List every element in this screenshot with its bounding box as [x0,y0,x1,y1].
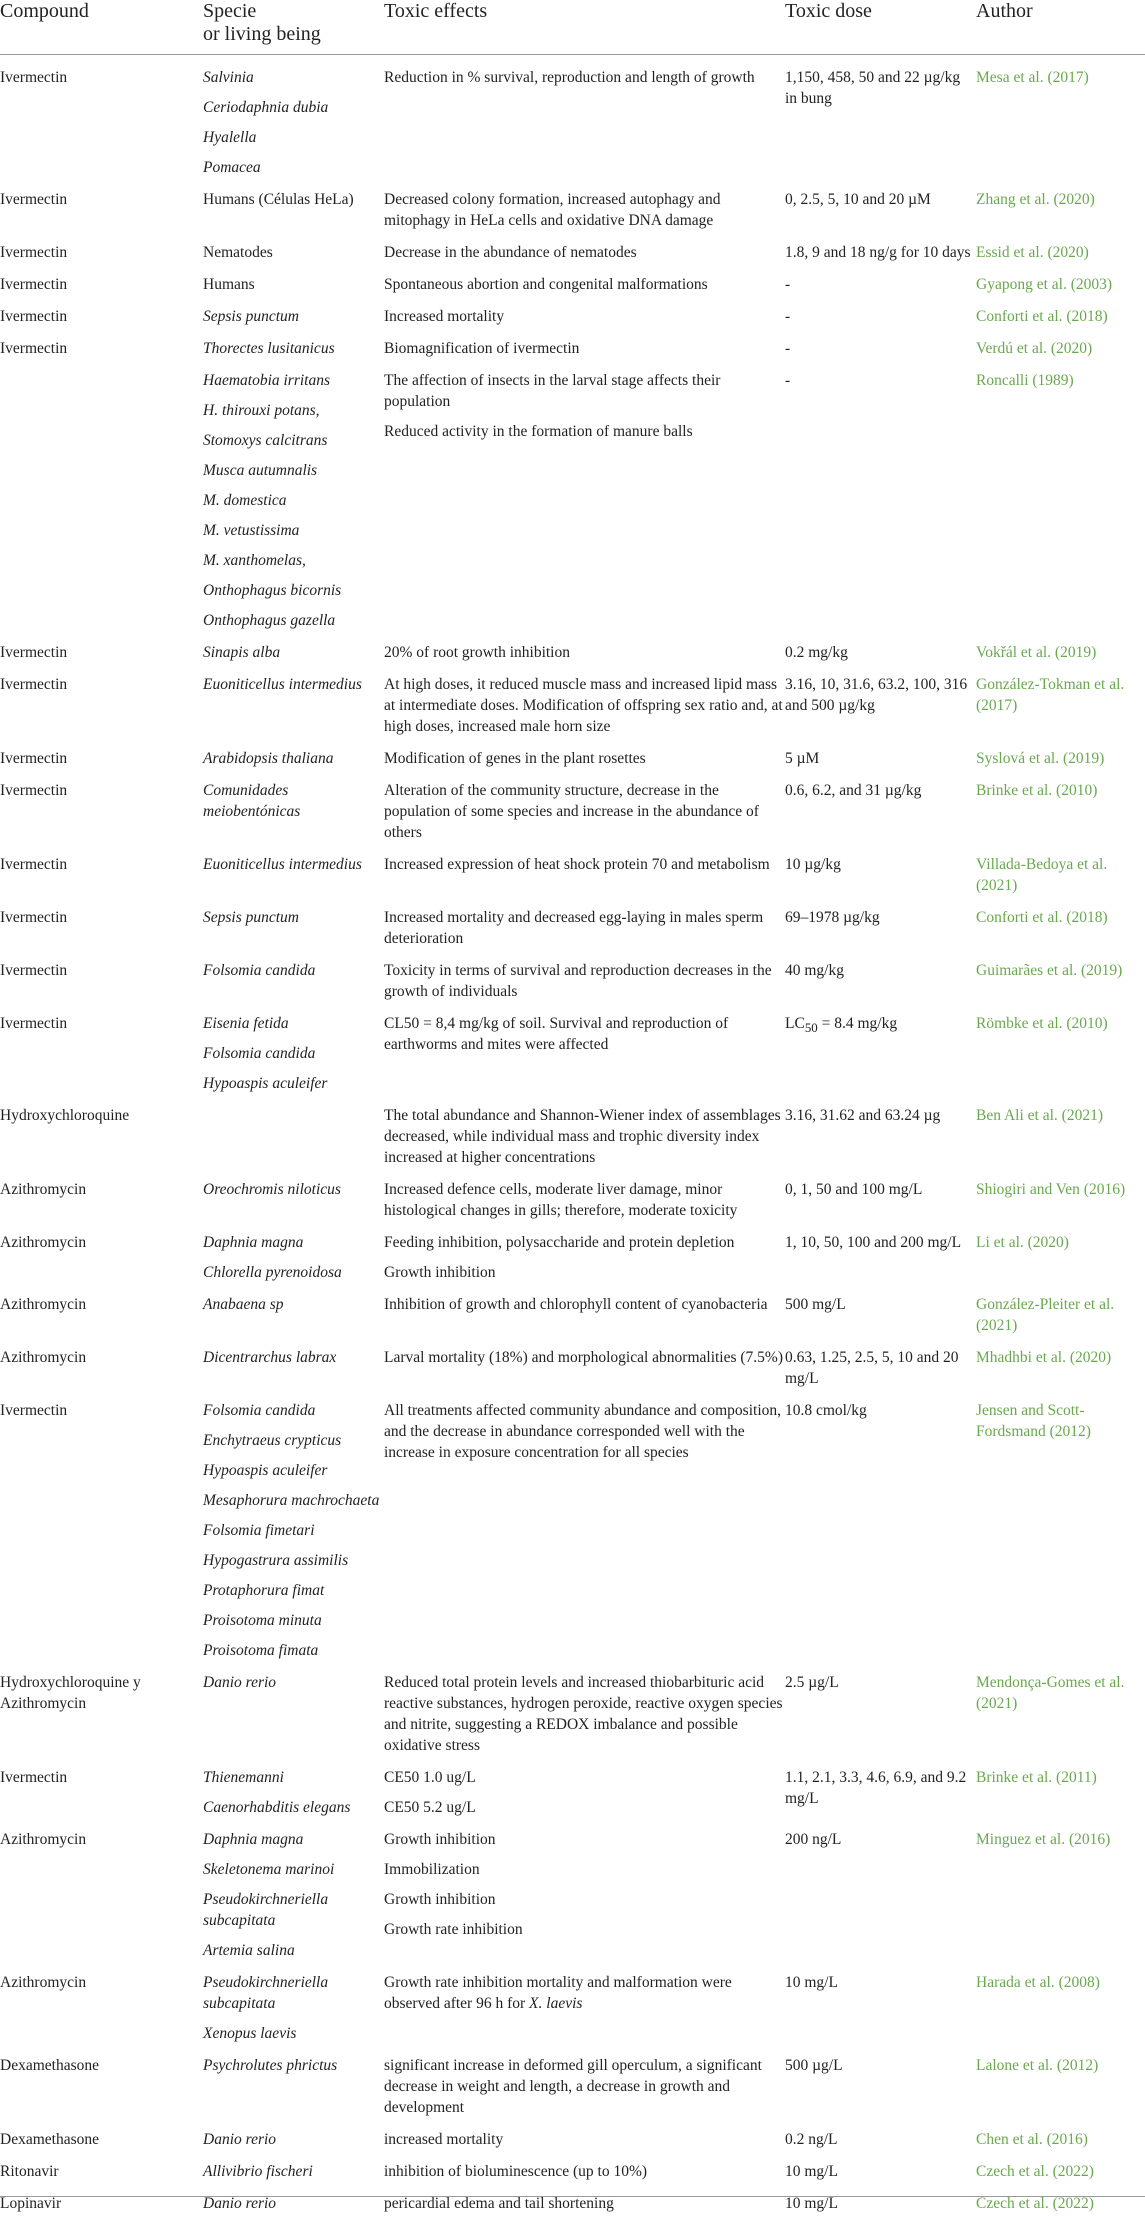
compound-cell: Ivermectin [0,331,203,363]
species-name: Humans (Células HeLa) [203,189,384,210]
author-link[interactable]: Vokřál et al. (2019) [976,635,1145,667]
header-compound: Compound [0,0,203,55]
species-cell [203,1225,384,1287]
compound-cell: Ivermectin [0,1393,203,1665]
effect-text: Immobilization [384,1859,785,1880]
dose-cell: 10 mg/L [785,2154,976,2186]
author-link[interactable]: Mhadhbi et al. (2020) [976,1340,1145,1393]
species-name: Chlorella pyrenoidosa [203,1262,384,1283]
dose-cell: 0, 1, 50 and 100 mg/L [785,1172,976,1225]
species-cell [203,900,384,953]
species-name: Folsomia candida [203,960,384,981]
author-link[interactable]: Brinke et al. (2011) [976,1760,1145,1822]
compound-cell: Ivermectin [0,773,203,847]
species-name: Comunidades meiobentónicas [203,780,384,822]
effect-text: 20% of root growth inhibition [384,642,785,663]
author-link[interactable]: Verdú et al. (2020) [976,331,1145,363]
species-name: Xenopus laevis [203,2023,384,2044]
species-name: M. vetustissima [203,520,384,541]
table-row [0,1340,1145,1393]
dose-cell: 5 µM [785,741,976,773]
dose-subscript: 50 [805,1020,818,1035]
effects-cell [384,1172,785,1225]
species-cell [203,1006,384,1098]
species-name: M. xanthomelas, [203,550,384,571]
species-name: Pomacea [203,157,384,178]
table-row [0,1287,1145,1340]
table-row [0,635,1145,667]
species-cell [203,2154,384,2186]
effects-cell [384,1665,785,1760]
dose-cell: 0.2 mg/kg [785,635,976,667]
table-row [0,953,1145,1006]
species-name: Haematobia irritans [203,370,384,391]
effects-cell [384,182,785,235]
compound-cell: Ivermectin [0,235,203,267]
effect-text-main: Growth rate inhibition mortality and malformation were observed after 96 h for [384,1974,732,2012]
bottom-rule [0,2196,1145,2197]
table-body [0,55,1145,2218]
dose-cell: 0.63, 1.25, 2.5, 5, 10 and 20 mg/L [785,1340,976,1393]
effect-text: Increased expression of heat shock protein 70 and metabolism [384,854,785,875]
species-name: Hypogastrura assimilis [203,1550,384,1571]
dose-cell: - [785,331,976,363]
table-row [0,1225,1145,1287]
effect-text: pericardial edema and tail shortening [384,2193,785,2214]
effect-text: Growth inhibition [384,1889,785,1910]
effect-text: The affection of insects in the larval stage affects their population [384,370,785,412]
author-link[interactable]: Ben Ali et al. (2021) [976,1098,1145,1172]
species-name: Skeletonema marinoi [203,1859,384,1880]
table-row [0,1760,1145,1822]
effect-text: significant increase in deformed gill operculum, a significant decrease in weight and length, a decrease in growth and development [384,2055,785,2118]
header-species-line2: or living being [203,23,384,46]
dose-cell: 2.5 µg/L [785,1665,976,1760]
dose-prefix: LC [785,1015,805,1032]
table-row [0,1393,1145,1665]
author-link[interactable]: Li et al. (2020) [976,1225,1145,1287]
species-cell [203,1965,384,2048]
effects-cell [384,1287,785,1340]
effect-text: Larval mortality (18%) and morphological abnormalities (7.5%) [384,1347,785,1368]
effect-text: Alteration of the community structure, decrease in the population of some species and increase in the abundance of others [384,780,785,843]
species-cell [203,235,384,267]
species-name: Hyalella [203,127,384,148]
effects-cell [384,2048,785,2122]
header-effects: Toxic effects [384,0,785,55]
compound-cell: Dexamethasone [0,2048,203,2122]
compound-cell: Hydroxychloroquine [0,1098,203,1172]
dose-cell: 1.1, 2.1, 3.3, 4.6, 6.9, and 9.2 mg/L [785,1760,976,1822]
table-row [0,741,1145,773]
header-species [203,0,384,55]
effects-cell [384,900,785,953]
species-name: Salvinia [203,67,384,88]
species-name: Pseudokirchneriella subcapitata [203,1972,384,2014]
table-row [0,1172,1145,1225]
table-row [0,182,1145,235]
dose-cell: 3.16, 10, 31.6, 63.2, 100, 316 and 500 µg/kg [785,667,976,741]
dose-cell: - [785,267,976,299]
species-cell [203,773,384,847]
header-species-line1: Specie [203,0,384,23]
species-name: Protaphorura fimat [203,1580,384,1601]
dose-cell: 10 mg/L [785,1965,976,2048]
table-row [0,847,1145,900]
effect-text: Reduced total protein levels and increased thiobarbituric acid reactive substances, hydrogen peroxide, reactive oxygen species and nitrite, suggesting a REDOX imbalance and possible oxidative stress [384,1672,785,1756]
species-name: Ceriodaphnia dubia [203,97,384,118]
header-dose: Toxic dose [785,0,976,55]
species-name: Danio rerio [203,2129,384,2150]
table-row [0,2154,1145,2186]
table-header [0,0,1145,55]
compound-cell: Azithromycin [0,1172,203,1225]
compound-cell: Ivermectin [0,635,203,667]
effects-cell [384,773,785,847]
table-row [0,1006,1145,1098]
species-name: Proisotoma fimata [203,1640,384,1661]
species-cell [203,2186,384,2218]
effects-cell [384,363,785,635]
species-cell [203,182,384,235]
species-name: Musca autumnalis [203,460,384,481]
author-link[interactable]: Conforti et al. (2018) [976,900,1145,953]
species-name: Anabaena sp [203,1294,384,1315]
dose-cell: 10 µg/kg [785,847,976,900]
effects-cell [384,667,785,741]
species-name: Oreochromis niloticus [203,1179,384,1200]
species-name: Onthophagus gazella [203,610,384,631]
species-cell [203,1822,384,1965]
author-link[interactable]: Shiogiri and Ven (2016) [976,1172,1145,1225]
effect-text: Feeding inhibition, polysaccharide and protein depletion [384,1232,785,1253]
dose-cell: 1, 10, 50, 100 and 200 mg/L [785,1225,976,1287]
species-cell [203,1760,384,1822]
effect-text: Growth inhibition [384,1829,785,1850]
compound-cell: Ivermectin [0,267,203,299]
dose-suffix: = 8.4 mg/kg [818,1015,897,1032]
species-cell [203,2048,384,2122]
effect-text: Increased mortality [384,306,785,327]
species-cell [203,299,384,331]
species-name: Danio rerio [203,1672,384,1693]
species-name: H. thirouxi potans, [203,400,384,421]
species-name: Danio rerio [203,2193,384,2214]
dose-cell [785,1006,976,1098]
author-link[interactable]: Lalone et al. (2012) [976,2048,1145,2122]
species-name: Eisenia fetida [203,1013,384,1034]
header-author: Author [976,0,1145,55]
table-row [0,2186,1145,2218]
species-name: Onthophagus bicornis [203,580,384,601]
effects-cell [384,2154,785,2186]
species-name: Pseudokirchneriella subcapitata [203,1889,384,1931]
effects-cell [384,1098,785,1172]
table-row [0,55,1145,183]
effect-text: inhibition of bioluminescence (up to 10%) [384,2161,785,2182]
author-link[interactable]: Gyapong et al. (2003) [976,267,1145,299]
dose-cell: 1.8, 9 and 18 ng/g for 10 days [785,235,976,267]
effect-text: Toxicity in terms of survival and reproduction decreases in the growth of individuals [384,960,785,1002]
table-row [0,1965,1145,2048]
species-name: Sepsis punctum [203,907,384,928]
compound-cell: Ivermectin [0,1006,203,1098]
compound-cell: Ivermectin [0,953,203,1006]
effects-cell [384,847,785,900]
table-row [0,363,1145,635]
species-name: Humans [203,274,384,295]
species-name: Allivibrio fischeri [203,2161,384,2182]
species-name: Arabidopsis thaliana [203,748,384,769]
species-name: Dicentrarchus labrax [203,1347,384,1368]
table-row [0,235,1145,267]
species-name: Hypoaspis aculeifer [203,1460,384,1481]
compound-cell: Azithromycin [0,1340,203,1393]
species-cell [203,267,384,299]
effect-text: Increased defence cells, moderate liver damage, minor histological changes in gills; therefore, moderate toxicity [384,1179,785,1221]
effect-text: The total abundance and Shannon-Wiener index of assemblages decreased, while individual mass and trophic diversity index increased at higher concentrations [384,1105,785,1168]
species-cell [203,741,384,773]
effect-text: Decrease in the abundance of nematodes [384,242,785,263]
species-cell [203,847,384,900]
compound-cell: Ritonavir [0,2154,203,2186]
author-link[interactable]: Römbke et al. (2010) [976,1006,1145,1098]
author-link[interactable]: Zhang et al. (2020) [976,182,1145,235]
dose-cell: - [785,363,976,635]
effects-cell [384,1760,785,1822]
species-name: Thorectes lusitanicus [203,338,384,359]
effects-cell [384,741,785,773]
effects-cell [384,953,785,1006]
dose-cell: 0, 2.5, 5, 10 and 20 µM [785,182,976,235]
dose-cell: 0.2 ng/L [785,2122,976,2154]
compound-cell: Hydroxychloroquine y Azithromycin [0,1665,203,1760]
compound-cell: Ivermectin [0,741,203,773]
author-link[interactable]: González-Tokman et al. (2017) [976,667,1145,741]
effects-cell [384,267,785,299]
compound-cell: Ivermectin [0,847,203,900]
table-row [0,2122,1145,2154]
effect-text: Reduction in % survival, reproduction and length of growth [384,67,785,88]
effect-text: Reduced activity in the formation of manure balls [384,421,785,442]
effect-text: increased mortality [384,2129,785,2150]
author-link[interactable]: Guimarães et al. (2019) [976,953,1145,1006]
author-link[interactable]: Chen et al. (2016) [976,2122,1145,2154]
dose-cell: 10.8 cmol/kg [785,1393,976,1665]
effect-text: CL50 = 8,4 mg/kg of soil. Survival and reproduction of earthworms and mites were affected [384,1013,785,1055]
effect-text: Biomagnification of ivermectin [384,338,785,359]
dose-cell: 69–1978 µg/kg [785,900,976,953]
dose-cell: 200 ng/L [785,1822,976,1965]
author-link[interactable]: Syslová et al. (2019) [976,741,1145,773]
compound-cell: Azithromycin [0,1287,203,1340]
species-cell [203,635,384,667]
author-link[interactable]: Czech et al. (2022) [976,2186,1145,2218]
species-cell [203,667,384,741]
species-cell [203,1665,384,1760]
author-link[interactable]: González-Pleiter et al. (2021) [976,1287,1145,1340]
author-link[interactable]: Essid et al. (2020) [976,235,1145,267]
effects-cell [384,235,785,267]
species-cell [203,1098,384,1172]
table-row [0,1822,1145,1965]
species-name: Artemia salina [203,1940,384,1961]
table-row [0,1665,1145,1760]
table-row [0,2048,1145,2122]
dose-cell: 40 mg/kg [785,953,976,1006]
compound-cell: Ivermectin [0,182,203,235]
species-name: Folsomia candida [203,1043,384,1064]
effect-text: CE50 5.2 ug/L [384,1797,785,1818]
effect-text: Inhibition of growth and chlorophyll content of cyanobacteria [384,1294,785,1315]
effects-cell [384,1006,785,1098]
compound-cell [0,363,203,635]
compound-cell: Azithromycin [0,1822,203,1965]
species-name: Euoniticellus intermedius [203,854,384,875]
effect-text [384,1972,785,2014]
effects-cell [384,635,785,667]
species-name: Psychrolutes phrictus [203,2055,384,2076]
species-name: Stomoxys calcitrans [203,430,384,451]
author-link[interactable]: Roncalli (1989) [976,363,1145,635]
effects-cell [384,1822,785,1965]
compound-cell: Azithromycin [0,1965,203,2048]
effects-cell [384,1225,785,1287]
author-link[interactable]: Brinke et al. (2010) [976,773,1145,847]
author-link[interactable]: Mesa et al. (2017) [976,55,1145,183]
effect-text: Decreased colony formation, increased autophagy and mitophagy in HeLa cells and oxidative DNA damage [384,189,785,231]
species-cell [203,363,384,635]
species-name: Caenorhabditis elegans [203,1797,384,1818]
dose-cell: 0.6, 6.2, and 31 µg/kg [785,773,976,847]
species-name: Enchytraeus crypticus [203,1430,384,1451]
effect-text: Increased mortality and decreased egg-laying in males sperm deterioration [384,907,785,949]
compound-cell: Ivermectin [0,900,203,953]
effects-cell [384,1340,785,1393]
effect-text: Growth inhibition [384,1262,785,1283]
compound-cell: Ivermectin [0,667,203,741]
effect-text: At high doses, it reduced muscle mass and increased lipid mass at intermediate doses. Modification of offspring sex ratio and, at high doses, increased male horn size [384,674,785,737]
effect-text: Modification of genes in the plant rosettes [384,748,785,769]
compound-cell: Dexamethasone [0,2122,203,2154]
species-cell [203,331,384,363]
dose-cell: 3.16, 31.62 and 63.24 µg [785,1098,976,1172]
compound-cell: Ivermectin [0,1760,203,1822]
dose-cell: 1,150, 458, 50 and 22 µg/kg in bung [785,55,976,183]
author-link[interactable]: Minguez et al. (2016) [976,1822,1145,1965]
species-cell [203,55,384,183]
species-cell [203,1340,384,1393]
author-link[interactable]: Villada-Bedoya et al. (2021) [976,847,1145,900]
effect-text: Growth rate inhibition [384,1919,785,1940]
effect-text: All treatments affected community abundance and composition, and the decrease in abundance corresponded well with the increase in exposure concentration for all species [384,1400,785,1463]
effects-cell [384,299,785,331]
table-row [0,900,1145,953]
effects-cell [384,1393,785,1665]
author-link[interactable]: Mendonça-Gomes et al. (2021) [976,1665,1145,1760]
species-name: Thienemanni [203,1767,384,1788]
compound-cell: Ivermectin [0,299,203,331]
species-name: Mesaphorura machrochaeta [203,1490,384,1511]
species-name: Folsomia candida [203,1400,384,1421]
table-row [0,267,1145,299]
species-name: Sinapis alba [203,642,384,663]
species-name: Sepsis punctum [203,306,384,327]
table-row [0,773,1145,847]
table-row [0,667,1145,741]
species-name: Proisotoma minuta [203,1610,384,1631]
effects-cell [384,55,785,183]
table-row [0,299,1145,331]
compound-cell: Lopinavir [0,2186,203,2218]
species-name: M. domestica [203,490,384,511]
effects-cell [384,1965,785,2048]
dose-cell: 500 mg/L [785,1287,976,1340]
author-link[interactable]: Czech et al. (2022) [976,2154,1145,2186]
species-name: Nematodes [203,242,384,263]
species-cell [203,2122,384,2154]
compound-cell: Azithromycin [0,1225,203,1287]
species-name: Euoniticellus intermedius [203,674,384,695]
author-link[interactable]: Harada et al. (2008) [976,1965,1145,2048]
species-cell [203,1393,384,1665]
effect-text: Spontaneous abortion and congenital malformations [384,274,785,295]
species-cell [203,953,384,1006]
species-name: Daphnia magna [203,1232,384,1253]
effect-species-italic: X. laevis [529,1995,582,2012]
effect-text: CE50 1.0 ug/L [384,1767,785,1788]
species-name: Daphnia magna [203,1829,384,1850]
species-cell [203,1172,384,1225]
table-row [0,1098,1145,1172]
dose-cell: 10 mg/L [785,2186,976,2218]
species-name: Hypoaspis aculeifer [203,1073,384,1094]
dose-cell: 500 µg/L [785,2048,976,2122]
dose-cell: - [785,299,976,331]
table-row [0,331,1145,363]
effects-cell [384,2122,785,2154]
author-link[interactable]: Jensen and Scott-Fordsmand (2012) [976,1393,1145,1665]
compound-cell: Ivermectin [0,55,203,183]
author-link[interactable]: Conforti et al. (2018) [976,299,1145,331]
species-cell [203,1287,384,1340]
effects-cell [384,331,785,363]
species-name: Folsomia fimetari [203,1520,384,1541]
effects-cell [384,2186,785,2218]
